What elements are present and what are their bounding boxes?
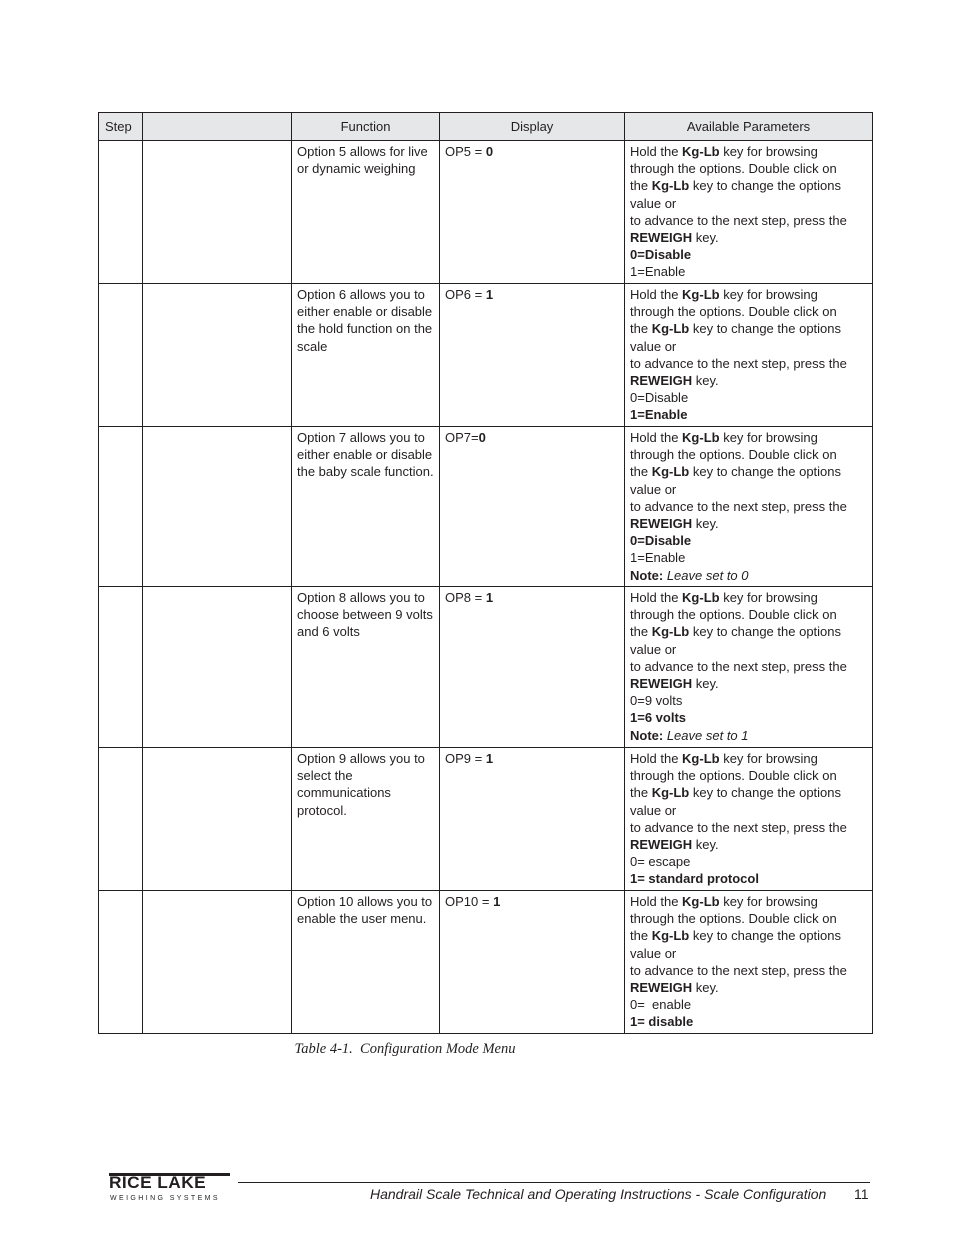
step-cell — [99, 748, 143, 891]
blank-cell — [143, 284, 292, 427]
blank-cell — [143, 141, 292, 284]
header-step: Step — [99, 113, 143, 141]
table-row — [99, 427, 873, 587]
display-cell: OP8 = 1 — [440, 587, 625, 748]
table-row — [99, 587, 873, 748]
function-cell: Option 10 allows you to enable the user menu. — [292, 891, 440, 1034]
table-row — [99, 891, 873, 1034]
parameters-cell: Hold the Kg-Lb key for browsing through the options. Double click on the Kg-Lb key to change the options value or to advance to the next step, press the REWEIGH key. 0=Disable 1=Enable Note: Leave set to 0 — [625, 427, 873, 587]
table-header-row — [99, 113, 873, 141]
function-cell: Option 5 allows for live or dynamic weighing — [292, 141, 440, 284]
step-cell — [99, 141, 143, 284]
header-blank — [143, 113, 292, 141]
parameters-cell: Hold the Kg-Lb key for browsing through the options. Double click on the Kg-Lb key to change the options value or to advance to the next step, press the REWEIGH key. 0=Disable 1=Enable — [625, 284, 873, 427]
page-number: 11 — [854, 1186, 869, 1202]
blank-cell — [143, 891, 292, 1034]
table-row — [99, 748, 873, 891]
display-cell: OP9 = 1 — [440, 748, 625, 891]
parameters-cell: Hold the Kg-Lb key for browsing through the options. Double click on the Kg-Lb key to change the options value or to advance to the next step, press the REWEIGH key. 0=Disable 1=Enable — [625, 141, 873, 284]
function-cell: Option 7 allows you to either enable or disable the baby scale function. — [292, 427, 440, 587]
configuration-table — [98, 112, 873, 1034]
step-cell — [99, 427, 143, 587]
function-cell: Option 6 allows you to either enable or disable the hold function on the scale — [292, 284, 440, 427]
rice-lake-logo — [109, 1172, 233, 1206]
display-cell: OP5 = 0 — [440, 141, 625, 284]
step-cell — [99, 891, 143, 1034]
parameters-cell: Hold the Kg-Lb key for browsing through the options. Double click on the Kg-Lb key to change the options value or to advance to the next step, press the REWEIGH key. 0=9 volts 1=6 volts Note: Leave set to 1 — [625, 587, 873, 748]
logo-wordmark: RICE LAKE — [109, 1174, 207, 1192]
footer-rule — [238, 1182, 870, 1183]
header-function: Function — [292, 113, 440, 141]
function-cell: Option 9 allows you to select the communications protocol. — [292, 748, 440, 891]
note: Note: Leave set to 1 — [630, 727, 749, 743]
table-row — [99, 141, 873, 284]
logo-subtitle: WEIGHING SYSTEMS — [110, 1195, 220, 1202]
blank-cell — [143, 427, 292, 587]
step-cell — [99, 587, 143, 748]
header-available-parameters: Available Parameters — [625, 113, 873, 141]
blank-cell — [143, 748, 292, 891]
parameters-cell: Hold the Kg-Lb key for browsing through the options. Double click on the Kg-Lb key to change the options value or to advance to the next step, press the REWEIGH key. 0= enable 1= disable — [625, 891, 873, 1034]
display-cell: OP10 = 1 — [440, 891, 625, 1034]
function-cell: Option 8 allows you to choose between 9 volts and 6 volts — [292, 587, 440, 748]
parameters-cell: Hold the Kg-Lb key for browsing through the options. Double click on the Kg-Lb key to change the options value or to advance to the next step, press the REWEIGH key. 0= escape 1= standard protocol — [625, 748, 873, 891]
header-display: Display — [440, 113, 625, 141]
footer-document-title: Handrail Scale Technical and Operating Instructions - Scale Configuration — [370, 1186, 827, 1202]
table-row — [99, 284, 873, 427]
step-cell — [99, 284, 143, 427]
display-cell: OP6 = 1 — [440, 284, 625, 427]
table-caption: Table 4-1. Configuration Mode Menu — [294, 1041, 516, 1057]
blank-cell — [143, 587, 292, 748]
note: Note: Leave set to 0 — [630, 567, 749, 583]
display-cell: OP7=0 — [440, 427, 625, 587]
